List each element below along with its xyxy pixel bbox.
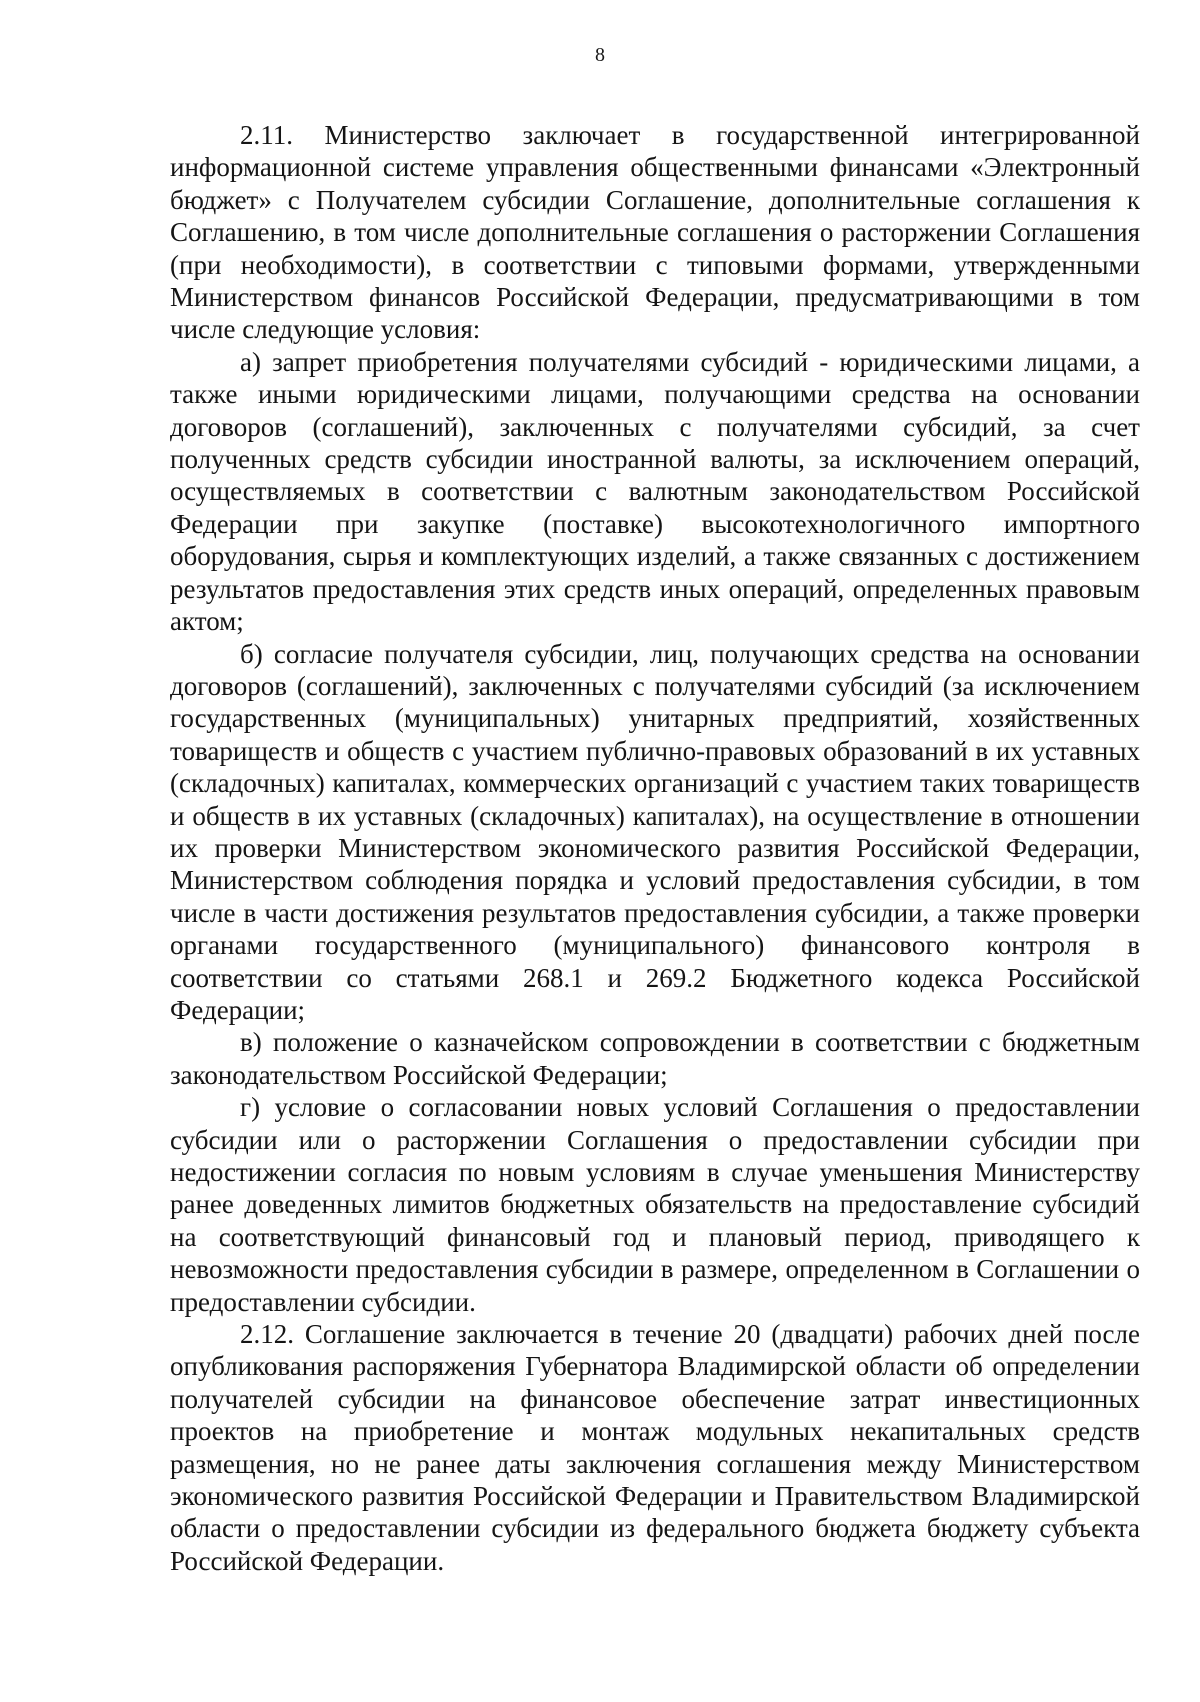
- document-body: [170, 119, 1140, 1577]
- paragraph-item-v: в) положение о казначейском сопровождении в соответствии с бюджетным законодательством Российской Федерации;: [170, 1027, 1140, 1090]
- paragraph-item-a: а) запрет приобретения получателями субсидий - юридическими лицами, а также иными юридическими лицами, получающими средства на основании договоров (соглашений), заключенных с получателями субсидий, за счет полученных средств субсидии иностранной валюты, за исключением операций, осуществляемых в соответствии с валютным законодательством Российской Федерации при закупке (поставке) высокотехнологичного импортного оборудования, сырья и комплектующих изделий, а также связанных с достижением результатов предоставления этих средств иных операций, определенных правовым актом;: [170, 346, 1140, 637]
- paragraph-2-12: 2.12. Соглашение заключается в течение 20 (двадцати) рабочих дней после опубликования распоряжения Губернатора Владимирской области об определении получателей субсидии на финансовое обеспечение затрат инвестиционных проектов на приобретение и монтаж модульных некапитальных средств размещения, но не ранее даты заключения соглашения между Министерством экономического развития Российской Федерации и Правительством Владимирской области о предоставлении субсидии из федерального бюджета бюджету субъекта Российской Федерации.: [170, 1319, 1140, 1576]
- paragraph-item-b: б) согласие получателя субсидии, лиц, получающих средства на основании договоров (соглашений), заключенных с получателями субсидий (за исключением государственных (муниципальных) унитарных предприятий, хозяйственных товариществ и обществ с участием публично-правовых образований в их уставных (складочных) капиталах, коммерческих организаций с участием таких товариществ и обществ в их уставных (складочных) капиталах), на осуществление в отношении их проверки Министерством экономического развития Российской Федерации, Министерством соблюдения порядка и условий предоставления субсидии, в том числе в части достижения результатов предоставления субсидии, а также проверки органами государственного (муниципального) финансового контроля в соответствии со статьями 268.1 и 269.2 Бюджетного кодекса Российской Федерации;: [170, 638, 1140, 1025]
- paragraph-2-11: 2.11. Министерство заключает в государственной интегрированной информационной системе управления общественными финансами «Электронный бюджет» с Получателем субсидии Соглашение, дополнительные соглашения к Соглашению, в том числе дополнительные соглашения о расторжении Соглашения (при необходимости), в соответствии с типовыми формами, утвержденными Министерством финансов Российской Федерации, предусматривающими в том числе следующие условия:: [170, 120, 1140, 345]
- page-number: 8: [595, 44, 605, 66]
- paragraph-item-g: г) условие о согласовании новых условий Соглашения о предоставлении субсидии или о расторжении Соглашения о предоставлении субсидии при недостижении согласия по новым условиям в случае уменьшения Министерству ранее доведенных лимитов бюджетных обязательств на предоставление субсидий на соответствующий финансовый год и плановый период, приводящего к невозможности предоставления субсидии в размере, определенном в Соглашении о предоставлении субсидии.: [170, 1092, 1140, 1317]
